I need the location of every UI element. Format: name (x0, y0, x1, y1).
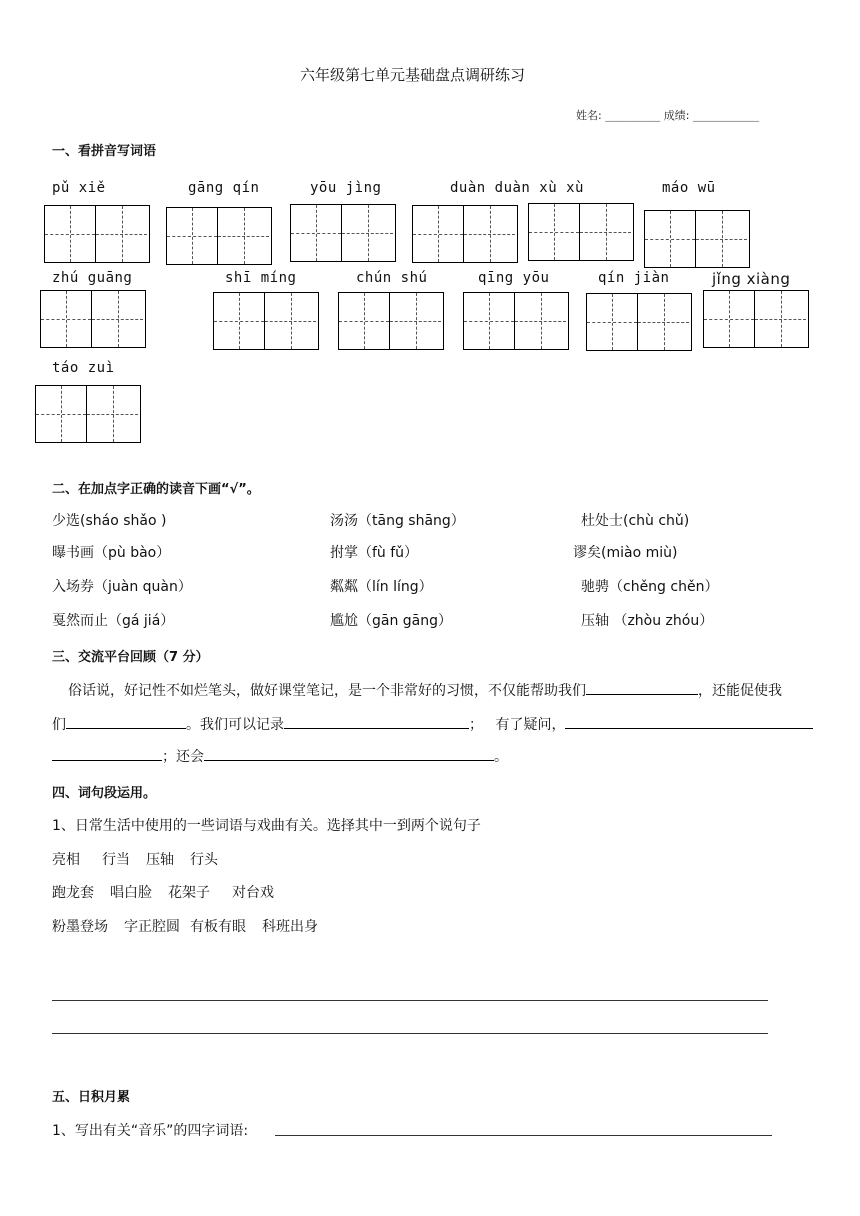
reading-item[interactable]: 压轴 （zhòu zhóu） (581, 613, 714, 629)
reading-item[interactable]: 杜处士(chù chǔ) (581, 513, 690, 529)
writing-grid[interactable] (290, 204, 396, 262)
pinyin-label: máo wū (662, 180, 716, 196)
writing-grid[interactable] (703, 290, 809, 348)
writing-grid[interactable] (166, 207, 272, 265)
reading-item[interactable]: 汤汤（tāng shāng） (330, 513, 465, 529)
answer-blank[interactable] (586, 694, 698, 695)
pinyin-label: duàn duàn xù xù (450, 180, 584, 196)
writing-grid[interactable] (40, 290, 146, 348)
reading-item[interactable]: 拊掌（fù fǔ） (330, 545, 419, 561)
pinyin-label: qīng yōu (478, 270, 550, 286)
pinyin-label: yōu jìng (310, 180, 382, 196)
writing-grid[interactable] (463, 292, 569, 350)
word-row: 跑龙套 唱白脸 花架子 对台戏 (52, 885, 274, 901)
writing-grid[interactable] (338, 292, 444, 350)
answer-blank[interactable] (52, 760, 162, 761)
reading-item[interactable]: 少选(sháo shǎo ) (52, 513, 167, 529)
pinyin-label: gāng qín (188, 180, 260, 196)
answer-blank[interactable] (284, 728, 469, 729)
reading-item[interactable]: 曝书画（pù bào） (52, 545, 171, 561)
reading-item[interactable]: 粼粼（lín líng） (330, 579, 433, 595)
writing-grid[interactable] (586, 293, 692, 351)
pinyin-label: táo zuì (52, 360, 115, 376)
answer-line[interactable] (52, 1033, 768, 1034)
pinyin-label: jǐng xiàng (712, 270, 791, 288)
answer-blank[interactable] (204, 760, 494, 761)
reading-item[interactable]: 戛然而止（gá jiá） (52, 613, 175, 629)
pinyin-label: zhú guāng (52, 270, 133, 286)
page-title: 六年级第七单元基础盘点调研练习 (300, 66, 526, 84)
section2-heading: 二、在加点字正确的读音下画“√”。 (52, 482, 260, 497)
section3-heading: 三、交流平台回顾（7 分） (52, 650, 209, 665)
writing-grid[interactable] (35, 385, 141, 443)
writing-grid[interactable] (412, 205, 518, 263)
word-row: 亮相 行当 压轴 行头 (52, 852, 218, 868)
writing-grid[interactable] (213, 292, 319, 350)
answer-line[interactable] (52, 1000, 768, 1001)
name-label: 姓名: __________ 成绩: ____________ (576, 109, 759, 122)
section5-heading: 五、日积月累 (52, 1090, 131, 1105)
pinyin-label: qín jiàn (598, 270, 670, 286)
writing-grid[interactable] (528, 203, 634, 261)
paragraph-line1: 俗话说，好记性不如烂笔头，做好课堂笔记，是一个非常好的习惯，不仅能帮助我们 ，还能促使我 (68, 683, 782, 699)
writing-grid[interactable] (44, 205, 150, 263)
pinyin-label: shī míng (225, 270, 297, 286)
pinyin-label: chún shú (356, 270, 428, 286)
word-row: 粉墨登场 字正腔圆 有板有眼 科班出身 (52, 919, 318, 935)
reading-item[interactable]: 入场券（juàn quàn） (52, 579, 192, 595)
answer-blank[interactable] (565, 728, 813, 729)
pinyin-label: pǔ xiě (52, 180, 106, 196)
question-text: 1、日常生活中使用的一些词语与戏曲有关。选择其中一到两个说句子 (52, 818, 481, 834)
question-text: 1、写出有关“音乐”的四字词语: (52, 1123, 249, 1139)
paragraph-line2: 们 。我们可以记录 ； 有了疑问， (52, 714, 813, 734)
section1-heading: 一、看拼音写词语 (52, 144, 157, 159)
name-field[interactable]: __________ (605, 109, 661, 122)
reading-item[interactable]: 谬矣(miào miù) (573, 545, 678, 561)
writing-grid[interactable] (644, 210, 750, 268)
reading-item[interactable]: 尴尬（gān gāng） (330, 613, 453, 629)
score-field[interactable]: ____________ (692, 109, 759, 122)
reading-item[interactable]: 驰骋（chěng chěn） (581, 579, 719, 595)
paragraph-line3: ；还会 。 (52, 746, 508, 766)
section4-heading: 四、词句段运用。 (52, 786, 157, 801)
answer-line[interactable] (275, 1135, 772, 1136)
answer-blank[interactable] (66, 728, 186, 729)
